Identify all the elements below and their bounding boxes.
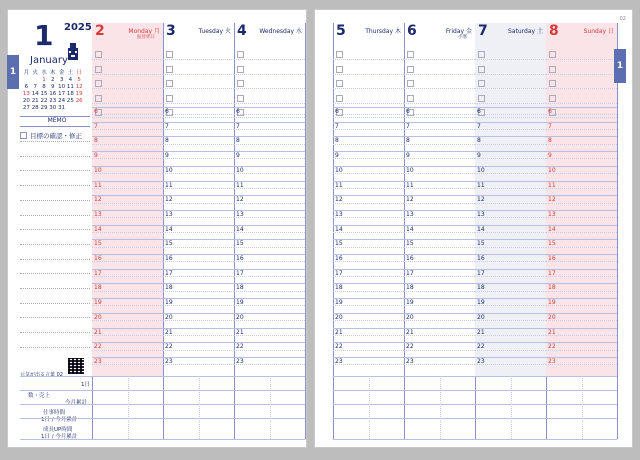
task-checkbox[interactable] — [336, 80, 343, 87]
mini-cal-day: 14 — [31, 91, 39, 97]
task-checkbox[interactable] — [95, 80, 102, 87]
day-name: Monday 月 — [128, 28, 160, 35]
hour-label: 16 — [335, 255, 343, 262]
hour-label: 11 — [477, 181, 485, 189]
hour-label: 9 — [165, 152, 169, 160]
hour-label: 18 — [548, 284, 556, 292]
hour-label: 19 — [477, 299, 485, 307]
hour-label: 15 — [406, 240, 414, 248]
task-checkbox[interactable] — [478, 80, 485, 87]
day-name: Thursday 木 — [365, 28, 401, 35]
footer-label-growth-time-sub: 1日 / 今月累計 — [41, 434, 78, 440]
qr-code-icon — [68, 358, 84, 374]
hour-label: 9 — [477, 152, 481, 160]
hour-label: 22 — [165, 343, 173, 351]
hour-label: 10 — [335, 166, 343, 174]
hour-label: 6 — [477, 108, 481, 115]
mini-cal-weekday: 土 — [67, 70, 74, 76]
hour-label: 13 — [94, 210, 102, 218]
hour-label: 17 — [236, 269, 244, 277]
hour-label: 7 — [335, 122, 339, 130]
hour-label: 13 — [236, 210, 244, 218]
hour-label: 8 — [477, 137, 481, 145]
day-name: Sunday 日 — [583, 28, 614, 35]
hour-label: 10 — [94, 166, 102, 174]
left-page — [7, 9, 307, 448]
mini-cal-day: 4 — [68, 77, 73, 83]
task-checkbox[interactable] — [478, 51, 485, 58]
hour-label: 6 — [165, 108, 169, 115]
hour-label: 17 — [165, 269, 173, 277]
task-checkbox[interactable] — [95, 66, 102, 73]
hour-label: 13 — [406, 210, 414, 218]
mini-cal-week — [22, 77, 84, 84]
hour-label: 10 — [548, 166, 556, 174]
hour-label: 6 — [548, 108, 552, 115]
hour-label: 15 — [236, 240, 244, 248]
hour-label: 8 — [94, 137, 98, 145]
day-number: 5 — [336, 23, 346, 39]
month-tab-left[interactable]: 1 — [7, 55, 19, 89]
page-corner-number: 02 — [619, 16, 626, 22]
day-number: 6 — [407, 23, 417, 39]
hour-label: 21 — [406, 328, 414, 336]
hour-label: 13 — [165, 210, 173, 218]
hour-label: 23 — [477, 357, 485, 365]
hour-label: 12 — [94, 196, 102, 204]
hour-label: 22 — [548, 343, 556, 351]
year-label: 2025 — [64, 22, 92, 33]
mini-cal-day: 31 — [58, 105, 66, 111]
task-checkbox[interactable] — [407, 66, 414, 73]
day-column — [546, 23, 617, 376]
hour-label: 16 — [236, 255, 244, 262]
hour-label: 10 — [165, 166, 173, 174]
hour-label: 14 — [335, 225, 343, 233]
mini-cal-weekday: 金 — [58, 70, 65, 76]
mini-cal-weekday: 月 — [23, 70, 30, 76]
task-checkbox[interactable] — [549, 66, 556, 73]
hour-label: 20 — [236, 313, 244, 321]
mini-cal-day: 17 — [58, 91, 66, 97]
hour-label: 13 — [548, 210, 556, 218]
hour-label: 7 — [94, 122, 98, 130]
month-tab-right[interactable]: 1 — [614, 49, 626, 83]
hour-label: 16 — [94, 255, 102, 262]
hour-label: 11 — [335, 181, 343, 189]
month-name: January — [30, 55, 68, 66]
footer-label-sales: 数・売上 — [28, 393, 51, 399]
month-number: 1 — [34, 19, 54, 52]
hour-label: 14 — [406, 225, 414, 233]
day-number: 2 — [95, 23, 105, 39]
hour-label: 21 — [548, 328, 556, 336]
task-checkbox[interactable] — [237, 51, 244, 58]
mini-cal-day: 22 — [40, 98, 48, 104]
hour-label: 20 — [94, 313, 102, 321]
task-checkbox[interactable] — [407, 80, 414, 87]
hour-label: 7 — [406, 122, 410, 130]
task-checkbox[interactable] — [237, 95, 244, 102]
task-checkbox[interactable] — [166, 95, 173, 102]
hour-label: 14 — [477, 225, 485, 233]
mini-cal-day: 23 — [49, 98, 57, 104]
hour-label: 18 — [335, 284, 343, 292]
day-name: Saturday 土 — [508, 28, 543, 35]
hour-label: 17 — [477, 269, 485, 277]
hour-label: 21 — [335, 328, 343, 336]
hour-label: 22 — [477, 343, 485, 351]
hour-label: 8 — [335, 137, 339, 145]
mini-cal-day — [75, 105, 84, 112]
hour-label: 20 — [477, 313, 485, 321]
day-column — [92, 23, 163, 376]
footer-label-work-time-sub: 1日 / 今月累計 — [41, 417, 78, 423]
mini-cal-weekday: 火 — [32, 70, 38, 76]
hour-label: 18 — [94, 284, 102, 292]
hour-label: 22 — [94, 343, 102, 351]
day-number: 8 — [549, 23, 559, 39]
mini-cal-day: 20 — [22, 98, 30, 104]
mini-cal-day: 2 — [51, 77, 55, 83]
mini-cal-day: 18 — [66, 91, 74, 97]
mini-calendar — [22, 70, 84, 112]
hour-label: 17 — [94, 269, 102, 277]
mini-cal-weekday: 木 — [50, 70, 56, 76]
hour-label: 7 — [548, 122, 552, 130]
task-checkbox[interactable] — [407, 95, 414, 102]
mini-cal-day: 8 — [42, 84, 46, 90]
mini-cal-day: 27 — [22, 105, 30, 111]
sidebar — [8, 10, 92, 447]
hour-label: 19 — [548, 299, 556, 307]
footer-label-work-time: 仕事時間 — [43, 410, 66, 416]
day-name: Wednesday 水 — [259, 28, 302, 35]
mini-cal-day: 25 — [66, 98, 74, 104]
hour-label: 21 — [477, 328, 485, 336]
footer-label-month-total: 今月累計 — [65, 400, 88, 406]
hour-label: 14 — [236, 225, 244, 233]
task-checkbox[interactable] — [237, 80, 244, 87]
mini-cal-weekday: 日 — [76, 70, 82, 76]
hour-label: 9 — [94, 152, 98, 160]
task-checkbox[interactable] — [237, 66, 244, 73]
hour-label: 15 — [335, 240, 343, 248]
hour-label: 11 — [165, 181, 173, 189]
hour-label: 21 — [236, 328, 244, 336]
goal-checkbox-item[interactable] — [20, 131, 82, 140]
mini-cal-weekday: 水 — [41, 70, 47, 76]
hour-label: 11 — [94, 181, 102, 189]
mini-cal-day: 24 — [58, 98, 66, 104]
task-checkbox[interactable] — [336, 95, 343, 102]
hour-label: 6 — [335, 108, 339, 115]
hour-label: 19 — [165, 299, 173, 307]
mini-cal-day: 7 — [33, 84, 37, 90]
mini-cal-day: 26 — [75, 98, 83, 104]
task-checkbox[interactable] — [166, 51, 173, 58]
hour-label: 8 — [165, 137, 169, 145]
task-checkbox[interactable] — [166, 66, 173, 73]
task-checkbox[interactable] — [478, 95, 485, 102]
mini-cal-day: 5 — [77, 77, 81, 83]
hour-label: 6 — [236, 108, 240, 115]
task-checkbox[interactable] — [549, 95, 556, 102]
hour-label: 15 — [165, 240, 173, 248]
mini-cal-day: 1 — [42, 77, 46, 83]
task-checkbox[interactable] — [95, 95, 102, 102]
memo-title: MEMO — [47, 117, 67, 124]
mini-cal-day: 12 — [75, 84, 83, 90]
mini-cal-day: 28 — [31, 105, 39, 111]
mini-cal-day: 30 — [49, 105, 57, 111]
day-column — [234, 23, 305, 376]
task-checkbox[interactable] — [407, 51, 414, 58]
hour-label: 23 — [236, 357, 244, 365]
hour-label: 20 — [548, 313, 556, 321]
hour-label: 17 — [335, 269, 343, 277]
hour-label: 6 — [406, 108, 410, 115]
task-checkbox[interactable] — [95, 51, 102, 58]
hour-label: 13 — [477, 210, 485, 218]
hour-label: 12 — [548, 196, 556, 204]
day-column — [404, 23, 475, 376]
hour-label: 10 — [236, 166, 244, 174]
hour-label: 10 — [477, 166, 485, 174]
hour-label: 16 — [165, 255, 173, 262]
brand-logo-icon — [66, 40, 80, 62]
hour-label: 11 — [236, 181, 244, 189]
hour-label: 11 — [406, 181, 414, 189]
hour-label: 15 — [477, 240, 485, 248]
mini-cal-week — [22, 105, 84, 112]
hour-label: 8 — [548, 137, 552, 145]
mini-cal-day: 3 — [59, 77, 64, 83]
hour-label: 22 — [406, 343, 414, 351]
hour-label: 7 — [165, 122, 169, 130]
qr-caption: 元気が出る言葉 02 — [20, 372, 63, 378]
hour-label: 14 — [165, 225, 173, 233]
hour-label: 23 — [548, 357, 556, 365]
mini-cal-day: 10 — [58, 84, 66, 90]
hour-label: 11 — [548, 181, 556, 189]
hour-label: 10 — [406, 166, 414, 174]
hour-label: 9 — [548, 152, 552, 160]
footer-label-day: 1日 — [81, 382, 90, 388]
day-name: Friday 金 — [445, 28, 472, 35]
task-checkbox[interactable] — [336, 51, 343, 58]
day-number: 3 — [166, 23, 176, 39]
mini-cal-day: 29 — [40, 105, 48, 111]
hour-label: 17 — [406, 269, 414, 277]
hour-label: 7 — [236, 122, 240, 130]
mini-cal-week — [22, 84, 84, 91]
hour-label: 12 — [406, 196, 414, 204]
mini-cal-day: 19 — [75, 91, 83, 97]
footer-label-growth-time: 成長UP時間 — [43, 427, 73, 433]
hour-label: 20 — [165, 313, 173, 321]
hour-label: 23 — [406, 357, 414, 365]
hour-label: 15 — [548, 240, 556, 248]
task-checkbox[interactable] — [336, 66, 343, 73]
hour-label: 14 — [94, 225, 102, 233]
task-checkbox[interactable] — [166, 80, 173, 87]
hour-label: 19 — [335, 299, 343, 307]
hour-label: 13 — [335, 210, 343, 218]
hour-label: 14 — [548, 225, 556, 233]
hour-label: 18 — [406, 284, 414, 292]
hour-label: 12 — [165, 196, 173, 204]
task-checkbox[interactable] — [549, 80, 556, 87]
mini-cal-day — [22, 77, 31, 84]
hour-label: 16 — [477, 255, 485, 262]
mini-cal-week — [22, 91, 84, 98]
day-column — [333, 23, 404, 376]
mini-cal-day — [31, 77, 40, 84]
mini-cal-day: 15 — [40, 91, 48, 97]
hour-label: 12 — [335, 196, 343, 204]
mini-cal-week — [22, 98, 84, 105]
hour-label: 19 — [236, 299, 244, 307]
mini-cal-day — [66, 105, 75, 112]
hour-label: 20 — [335, 313, 343, 321]
right-page — [314, 9, 633, 448]
hour-label: 12 — [236, 196, 244, 204]
hour-label: 19 — [406, 299, 414, 307]
hour-label: 7 — [477, 122, 481, 130]
day-column — [163, 23, 234, 376]
hour-label: 23 — [94, 357, 102, 365]
hour-label: 9 — [335, 152, 339, 160]
day-number: 4 — [237, 23, 247, 39]
hour-label: 17 — [548, 269, 556, 277]
hour-label: 16 — [406, 255, 414, 262]
day-column — [475, 23, 546, 376]
hour-label: 22 — [236, 343, 244, 351]
hour-label: 15 — [94, 240, 102, 248]
hour-label: 12 — [477, 196, 485, 204]
hour-label: 9 — [236, 152, 240, 160]
hour-label: 23 — [335, 357, 343, 365]
day-number: 7 — [478, 23, 488, 39]
task-checkbox[interactable] — [549, 51, 556, 58]
hour-label: 20 — [406, 313, 414, 321]
day-name: Tuesday 火 — [198, 28, 231, 35]
mini-cal-day: 6 — [24, 84, 29, 90]
hour-label: 9 — [406, 152, 410, 160]
mini-cal-day: 11 — [66, 84, 74, 90]
mini-cal-day: 16 — [49, 91, 57, 97]
mini-cal-day: 9 — [51, 84, 55, 90]
goal-checkbox-label: 目標の確認・修正 — [30, 132, 82, 140]
hour-label: 21 — [165, 328, 173, 336]
hour-label: 19 — [94, 299, 102, 307]
hour-label: 8 — [406, 137, 410, 145]
hour-label: 18 — [165, 284, 173, 292]
hour-label: 23 — [165, 357, 173, 365]
day-note: 振替休日 — [137, 35, 155, 40]
hour-label: 18 — [477, 284, 485, 292]
hour-label: 6 — [94, 108, 98, 115]
hour-label: 18 — [236, 284, 244, 292]
mini-cal-day: 13 — [22, 91, 30, 97]
day-note: 小寒 — [458, 35, 467, 40]
checkbox-icon[interactable] — [20, 132, 27, 139]
hour-label: 8 — [236, 137, 240, 145]
mini-cal-day: 21 — [31, 98, 39, 104]
hour-label: 16 — [548, 255, 556, 262]
hour-label: 21 — [94, 328, 102, 336]
task-checkbox[interactable] — [478, 66, 485, 73]
hour-label: 22 — [335, 343, 343, 351]
